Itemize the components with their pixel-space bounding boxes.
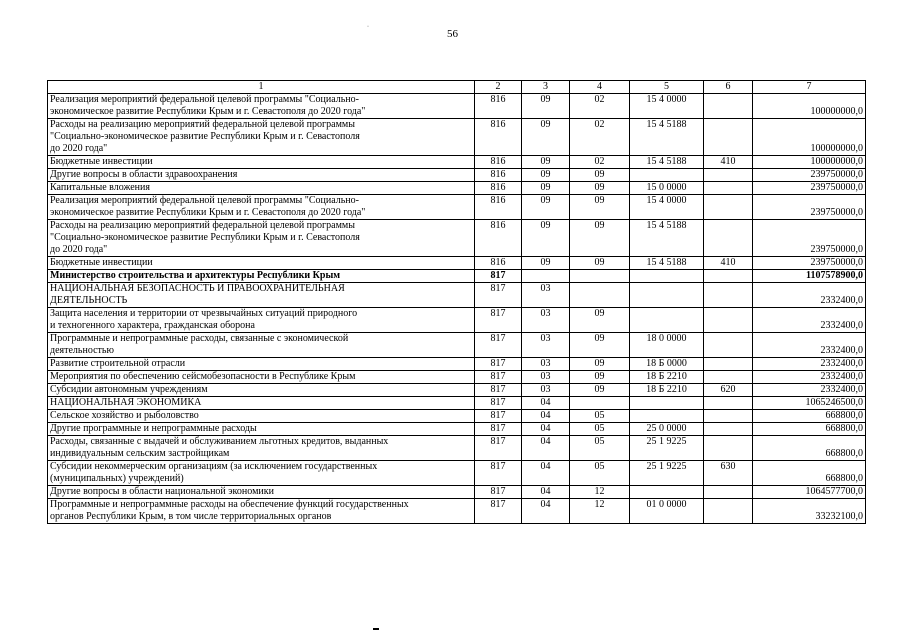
amount-cell: 2332400,0 <box>753 371 866 384</box>
table-row <box>48 358 866 371</box>
target-article-code-cell: 15 4 5188 <box>630 220 704 257</box>
expense-type-code-cell <box>704 182 753 195</box>
target-article-code-cell <box>630 270 704 283</box>
table-row <box>48 257 866 270</box>
expense-type-code-cell <box>704 195 753 220</box>
header-row <box>48 81 866 94</box>
expense-type-code-cell <box>704 270 753 283</box>
table-row <box>48 195 866 220</box>
target-article-code-cell <box>630 410 704 423</box>
row-label-cell: Программные и непрограммные расходы на обеспечение функций государственных органов Республики Крым, в том числе территориальных органов <box>48 499 475 524</box>
table-row <box>48 486 866 499</box>
section-code-cell: 09 <box>522 94 570 119</box>
row-label-cell: Бюджетные инвестиции <box>48 257 475 270</box>
section-code-cell: 03 <box>522 308 570 333</box>
amount-cell: 2332400,0 <box>753 308 866 333</box>
section-code-cell: 04 <box>522 461 570 486</box>
amount-cell: 2332400,0 <box>753 333 866 358</box>
row-label-cell: Сельское хозяйство и рыболовство <box>48 410 475 423</box>
subsection-code-cell: 09 <box>570 169 630 182</box>
expense-type-code-cell <box>704 119 753 156</box>
target-article-code-cell: 15 0 0000 <box>630 182 704 195</box>
expense-type-code-cell <box>704 410 753 423</box>
header-cell: 5 <box>630 81 704 94</box>
subsection-code-cell: 09 <box>570 358 630 371</box>
section-code-cell: 09 <box>522 195 570 220</box>
chapter-code-cell: 816 <box>475 257 522 270</box>
section-code-cell: 09 <box>522 182 570 195</box>
header-cell: 4 <box>570 81 630 94</box>
row-label-cell: Капитальные вложения <box>48 182 475 195</box>
row-label-cell: Защита населения и территории от чрезвычайных ситуаций природного и техногенного характера, гражданская оборона <box>48 308 475 333</box>
section-code-cell: 04 <box>522 436 570 461</box>
row-label-cell: Субсидии автономным учреждениям <box>48 384 475 397</box>
subsection-code-cell: 12 <box>570 486 630 499</box>
row-label-cell: Субсидии некоммерческим организациям (за исключением государственных (муниципальных) учреждений) <box>48 461 475 486</box>
row-label-cell: Расходы, связанные с выдачей и обслуживанием льготных кредитов, выданных индивидуальным сельским застройщикам <box>48 436 475 461</box>
expense-type-code-cell <box>704 486 753 499</box>
chapter-code-cell: 816 <box>475 94 522 119</box>
section-code-cell: 09 <box>522 257 570 270</box>
amount-cell: 2332400,0 <box>753 384 866 397</box>
table-row <box>48 410 866 423</box>
amount-cell: 2332400,0 <box>753 283 866 308</box>
section-code-cell: 03 <box>522 283 570 308</box>
expense-type-code-cell <box>704 436 753 461</box>
section-code-cell: 04 <box>522 397 570 410</box>
row-label-cell: Мероприятия по обеспечению сейсмобезопасности в Республике Крым <box>48 371 475 384</box>
subsection-code-cell: 09 <box>570 308 630 333</box>
amount-cell: 668800,0 <box>753 423 866 436</box>
table-row <box>48 169 866 182</box>
expense-type-code-cell <box>704 283 753 308</box>
expense-type-code-cell <box>704 220 753 257</box>
target-article-code-cell <box>630 308 704 333</box>
subsection-code-cell <box>570 283 630 308</box>
scan-mark <box>373 628 379 630</box>
section-code-cell: 04 <box>522 499 570 524</box>
amount-cell: 100000000,0 <box>753 94 866 119</box>
amount-cell: 239750000,0 <box>753 169 866 182</box>
header-cell: 2 <box>475 81 522 94</box>
chapter-code-cell: 817 <box>475 461 522 486</box>
chapter-code-cell: 817 <box>475 358 522 371</box>
target-article-code-cell: 15 4 5188 <box>630 156 704 169</box>
subsection-code-cell: 02 <box>570 119 630 156</box>
section-code-cell: 09 <box>522 119 570 156</box>
table-row <box>48 333 866 358</box>
subsection-code-cell: 12 <box>570 499 630 524</box>
row-label-cell: Министерство строительства и архитектуры Республики Крым <box>48 270 475 283</box>
table-row <box>48 182 866 195</box>
chapter-code-cell: 816 <box>475 195 522 220</box>
row-label-cell: НАЦИОНАЛЬНАЯ ЭКОНОМИКА <box>48 397 475 410</box>
section-code-cell: 04 <box>522 423 570 436</box>
subsection-code-cell: 05 <box>570 461 630 486</box>
chapter-code-cell: 816 <box>475 169 522 182</box>
row-label-cell: Реализация мероприятий федеральной целевой программы "Социально- экономическое развитие Республики Крым и г. Севастополя до 2020 года" <box>48 195 475 220</box>
amount-cell: 33232100,0 <box>753 499 866 524</box>
section-code-cell: 03 <box>522 371 570 384</box>
chapter-code-cell: 817 <box>475 308 522 333</box>
target-article-code-cell: 25 1 9225 <box>630 461 704 486</box>
target-article-code-cell <box>630 397 704 410</box>
row-label-cell: Расходы на реализацию мероприятий федеральной целевой программы "Социально-экономическое развитие Республики Крым и г. Севастополя до 2020 года" <box>48 119 475 156</box>
expense-type-code-cell: 620 <box>704 384 753 397</box>
header-cell: 1 <box>48 81 475 94</box>
subsection-code-cell <box>570 397 630 410</box>
chapter-code-cell: 817 <box>475 410 522 423</box>
amount-cell: 100000000,0 <box>753 156 866 169</box>
subsection-code-cell: 09 <box>570 257 630 270</box>
subsection-code-cell: 09 <box>570 371 630 384</box>
amount-cell: 668800,0 <box>753 436 866 461</box>
amount-cell: 239750000,0 <box>753 182 866 195</box>
row-label-cell: Развитие строительной отрасли <box>48 358 475 371</box>
section-code-cell: 04 <box>522 410 570 423</box>
chapter-code-cell: 817 <box>475 423 522 436</box>
chapter-code-cell: 817 <box>475 397 522 410</box>
table-row <box>48 156 866 169</box>
subsection-code-cell: 05 <box>570 436 630 461</box>
row-label-cell: Программные и непрограммные расходы, связанные с экономической деятельностью <box>48 333 475 358</box>
header-cell: 3 <box>522 81 570 94</box>
target-article-code-cell: 15 4 5188 <box>630 257 704 270</box>
page-number: 56 <box>447 28 458 40</box>
chapter-code-cell: 816 <box>475 220 522 257</box>
chapter-code-cell: 816 <box>475 156 522 169</box>
target-article-code-cell: 25 1 9225 <box>630 436 704 461</box>
header-cell: 7 <box>753 81 866 94</box>
amount-cell: 1065246500,0 <box>753 397 866 410</box>
table-row <box>48 384 866 397</box>
subsection-code-cell: 09 <box>570 384 630 397</box>
target-article-code-cell: 15 4 0000 <box>630 94 704 119</box>
table-row <box>48 94 866 119</box>
amount-cell: 668800,0 <box>753 461 866 486</box>
table-row <box>48 436 866 461</box>
table-row <box>48 397 866 410</box>
expense-type-code-cell <box>704 397 753 410</box>
amount-cell: 668800,0 <box>753 410 866 423</box>
table-row <box>48 499 866 524</box>
amount-cell: 239750000,0 <box>753 195 866 220</box>
subsection-code-cell: 09 <box>570 182 630 195</box>
subsection-code-cell: 02 <box>570 94 630 119</box>
amount-cell: 239750000,0 <box>753 257 866 270</box>
expense-type-code-cell: 410 <box>704 156 753 169</box>
amount-cell: 100000000,0 <box>753 119 866 156</box>
subsection-code-cell: 05 <box>570 423 630 436</box>
section-code-cell: 03 <box>522 384 570 397</box>
subsection-code-cell: 05 <box>570 410 630 423</box>
amount-cell: 2332400,0 <box>753 358 866 371</box>
amount-cell: 1107578900,0 <box>753 270 866 283</box>
target-article-code-cell: 01 0 0000 <box>630 499 704 524</box>
chapter-code-cell: 816 <box>475 182 522 195</box>
target-article-code-cell: 18 Б 0000 <box>630 358 704 371</box>
table-row <box>48 270 866 283</box>
target-article-code-cell: 15 4 0000 <box>630 195 704 220</box>
chapter-code-cell: 817 <box>475 384 522 397</box>
row-label-cell: НАЦИОНАЛЬНАЯ БЕЗОПАСНОСТЬ И ПРАВООХРАНИТЕЛЬНАЯ ДЕЯТЕЛЬНОСТЬ <box>48 283 475 308</box>
header-cell: 6 <box>704 81 753 94</box>
section-code-cell <box>522 270 570 283</box>
chapter-code-cell: 817 <box>475 333 522 358</box>
target-article-code-cell: 18 0 0000 <box>630 333 704 358</box>
chapter-code-cell: 817 <box>475 283 522 308</box>
table-row <box>48 220 866 257</box>
row-label-cell: Реализация мероприятий федеральной целевой программы "Социально- экономическое развитие Республики Крым и г. Севастополя до 2020 года" <box>48 94 475 119</box>
expense-type-code-cell: 410 <box>704 257 753 270</box>
target-article-code-cell: 15 4 5188 <box>630 119 704 156</box>
expense-type-code-cell <box>704 371 753 384</box>
chapter-code-cell: 817 <box>475 499 522 524</box>
section-code-cell: 09 <box>522 169 570 182</box>
amount-cell: 239750000,0 <box>753 220 866 257</box>
expense-type-code-cell <box>704 333 753 358</box>
row-label-cell: Бюджетные инвестиции <box>48 156 475 169</box>
chapter-code-cell: 817 <box>475 371 522 384</box>
expense-type-code-cell <box>704 169 753 182</box>
scan-speck: · <box>367 24 369 30</box>
subsection-code-cell: 09 <box>570 333 630 358</box>
subsection-code-cell: 09 <box>570 220 630 257</box>
target-article-code-cell: 18 Б 2210 <box>630 384 704 397</box>
subsection-code-cell: 02 <box>570 156 630 169</box>
amount-cell: 1064577700,0 <box>753 486 866 499</box>
row-label-cell: Другие вопросы в области национальной экономики <box>48 486 475 499</box>
section-code-cell: 09 <box>522 156 570 169</box>
chapter-code-cell: 817 <box>475 436 522 461</box>
table-row <box>48 371 866 384</box>
budget-table <box>47 80 866 524</box>
chapter-code-cell: 816 <box>475 119 522 156</box>
chapter-code-cell: 817 <box>475 486 522 499</box>
section-code-cell: 09 <box>522 220 570 257</box>
expense-type-code-cell <box>704 499 753 524</box>
subsection-code-cell <box>570 270 630 283</box>
table-row <box>48 283 866 308</box>
section-code-cell: 03 <box>522 358 570 371</box>
table-row <box>48 119 866 156</box>
target-article-code-cell: 25 0 0000 <box>630 423 704 436</box>
expense-type-code-cell <box>704 308 753 333</box>
table-row <box>48 461 866 486</box>
target-article-code-cell: 18 Б 2210 <box>630 371 704 384</box>
target-article-code-cell <box>630 169 704 182</box>
table-row <box>48 423 866 436</box>
section-code-cell: 04 <box>522 486 570 499</box>
subsection-code-cell: 09 <box>570 195 630 220</box>
table-row <box>48 308 866 333</box>
expense-type-code-cell <box>704 423 753 436</box>
target-article-code-cell <box>630 283 704 308</box>
row-label-cell: Другие программные и непрограммные расходы <box>48 423 475 436</box>
row-label-cell: Другие вопросы в области здравоохранения <box>48 169 475 182</box>
expense-type-code-cell <box>704 94 753 119</box>
target-article-code-cell <box>630 486 704 499</box>
section-code-cell: 03 <box>522 333 570 358</box>
expense-type-code-cell: 630 <box>704 461 753 486</box>
row-label-cell: Расходы на реализацию мероприятий федеральной целевой программы "Социально-экономическое развитие Республики Крым и г. Севастополя до 2020 года" <box>48 220 475 257</box>
chapter-code-cell: 817 <box>475 270 522 283</box>
expense-type-code-cell <box>704 358 753 371</box>
